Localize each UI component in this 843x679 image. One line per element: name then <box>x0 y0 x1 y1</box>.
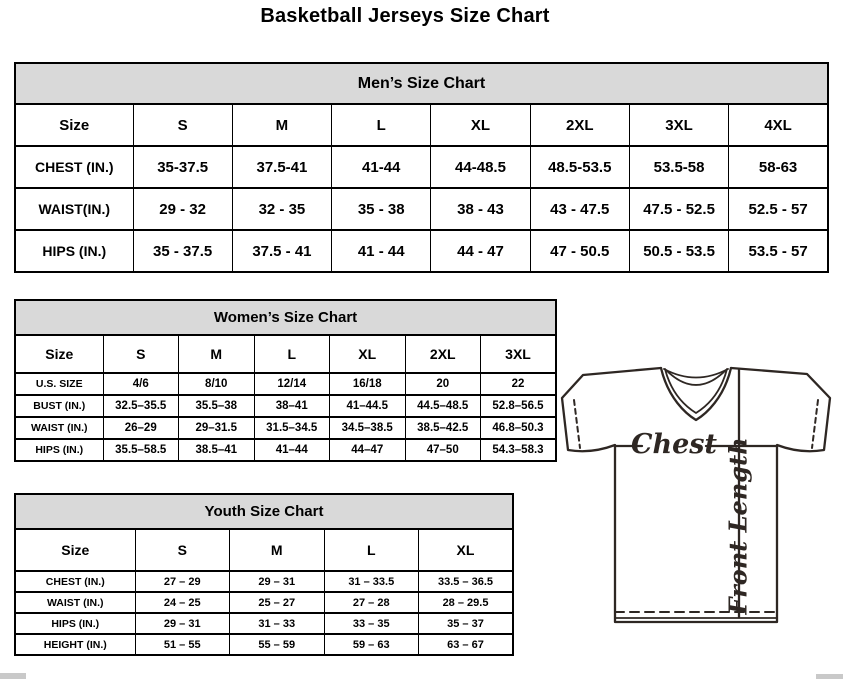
table-cell: 41 - 44 <box>332 230 431 272</box>
table-cell: 44–47 <box>330 439 406 461</box>
table-cell: 47–50 <box>405 439 481 461</box>
mens-size-chart-table <box>14 62 829 273</box>
row-label-chest: CHEST (IN.) <box>15 146 133 188</box>
column-header: L <box>332 104 431 146</box>
table-cell: 4/6 <box>103 373 179 395</box>
table-cell: 22 <box>481 373 557 395</box>
column-header: 2XL <box>405 335 481 373</box>
column-header: M <box>230 529 325 571</box>
table-row <box>15 592 513 613</box>
row-label-hips: HIPS (IN.) <box>15 613 135 634</box>
table-row <box>15 146 828 188</box>
table-cell: 52.8–56.5 <box>481 395 557 417</box>
table-row <box>15 373 556 395</box>
table-row <box>15 439 556 461</box>
table-cell: 29 - 32 <box>133 188 232 230</box>
table-cell: 25 – 27 <box>230 592 325 613</box>
jersey-diagram <box>556 356 838 628</box>
table-row <box>15 494 513 529</box>
table-cell: 38–41 <box>254 395 330 417</box>
mens-chart-header: Men’s Size Chart <box>15 63 828 104</box>
column-header: L <box>254 335 330 373</box>
table-cell: 55 – 59 <box>230 634 325 655</box>
table-cell: 53.5-58 <box>629 146 728 188</box>
table-cell: 29 – 31 <box>135 613 230 634</box>
column-header-size: Size <box>15 335 103 373</box>
table-cell: 35 – 37 <box>419 613 514 634</box>
table-cell: 43 - 47.5 <box>530 188 629 230</box>
column-header: M <box>179 335 255 373</box>
table-cell: 35-37.5 <box>133 146 232 188</box>
table-cell: 35 - 38 <box>332 188 431 230</box>
table-cell: 52.5 - 57 <box>729 188 828 230</box>
row-label-waist: WAIST (IN.) <box>15 592 135 613</box>
table-row <box>15 300 556 335</box>
table-cell: 58-63 <box>729 146 828 188</box>
table-row <box>15 613 513 634</box>
table-cell: 28 – 29.5 <box>419 592 514 613</box>
table-row <box>15 335 556 373</box>
table-cell: 54.3–58.3 <box>481 439 557 461</box>
column-header: L <box>324 529 419 571</box>
chest-label: Chest <box>631 429 717 460</box>
column-header: XL <box>419 529 514 571</box>
column-header: XL <box>431 104 530 146</box>
youth-size-chart-table <box>14 493 514 656</box>
table-cell: 35 - 37.5 <box>133 230 232 272</box>
table-cell: 32 - 35 <box>232 188 331 230</box>
table-cell: 44-48.5 <box>431 146 530 188</box>
table-cell: 32.5–35.5 <box>103 395 179 417</box>
table-cell: 29 – 31 <box>230 571 325 592</box>
table-cell: 41–44.5 <box>330 395 406 417</box>
table-cell: 63 – 67 <box>419 634 514 655</box>
left-cuff-dashed-line <box>574 400 580 448</box>
row-label-waist: WAIST (IN.) <box>15 417 103 439</box>
table-cell: 26–29 <box>103 417 179 439</box>
table-cell: 29–31.5 <box>179 417 255 439</box>
row-label-bust: BUST (IN.) <box>15 395 103 417</box>
womens-chart-header: Women’s Size Chart <box>15 300 556 335</box>
column-header-size: Size <box>15 529 135 571</box>
table-cell: 24 – 25 <box>135 592 230 613</box>
womens-size-chart-table <box>14 299 557 462</box>
row-label-chest: CHEST (IN.) <box>15 571 135 592</box>
column-header: 2XL <box>530 104 629 146</box>
table-cell: 35.5–38 <box>179 395 255 417</box>
table-cell: 12/14 <box>254 373 330 395</box>
table-cell: 47.5 - 52.5 <box>629 188 728 230</box>
table-cell: 37.5 - 41 <box>232 230 331 272</box>
table-cell: 59 – 63 <box>324 634 419 655</box>
scrollbar-fragment-right[interactable] <box>816 674 843 679</box>
table-cell: 51 – 55 <box>135 634 230 655</box>
table-row <box>15 188 828 230</box>
table-row <box>15 634 513 655</box>
column-header: XL <box>330 335 406 373</box>
column-header: S <box>133 104 232 146</box>
table-cell: 38.5–41 <box>179 439 255 461</box>
table-row <box>15 529 513 571</box>
jersey-outline <box>562 368 830 622</box>
table-cell: 41-44 <box>332 146 431 188</box>
table-cell: 33.5 – 36.5 <box>419 571 514 592</box>
column-header: S <box>103 335 179 373</box>
front-length-label: Front Length <box>723 437 753 615</box>
table-cell: 34.5–38.5 <box>330 417 406 439</box>
table-cell: 44 - 47 <box>431 230 530 272</box>
row-label-hips: HIPS (IN.) <box>15 230 133 272</box>
table-cell: 48.5-53.5 <box>530 146 629 188</box>
row-label-us-size: U.S. SIZE <box>15 373 103 395</box>
table-row <box>15 104 828 146</box>
row-label-height: HEIGHT (IN.) <box>15 634 135 655</box>
table-cell: 46.8–50.3 <box>481 417 557 439</box>
column-header: 4XL <box>729 104 828 146</box>
table-row <box>15 230 828 272</box>
table-cell: 41–44 <box>254 439 330 461</box>
table-cell: 33 – 35 <box>324 613 419 634</box>
table-cell: 38 - 43 <box>431 188 530 230</box>
row-label-waist: WAIST(IN.) <box>15 188 133 230</box>
page-title: Basketball Jerseys Size Chart <box>260 5 550 27</box>
column-header: 3XL <box>629 104 728 146</box>
table-row <box>15 395 556 417</box>
column-header: S <box>135 529 230 571</box>
table-cell: 35.5–58.5 <box>103 439 179 461</box>
column-header-size: Size <box>15 104 133 146</box>
column-header: 3XL <box>481 335 557 373</box>
table-row <box>15 417 556 439</box>
table-cell: 53.5 - 57 <box>729 230 828 272</box>
table-cell: 37.5-41 <box>232 146 331 188</box>
table-cell: 31 – 33.5 <box>324 571 419 592</box>
table-cell: 38.5–42.5 <box>405 417 481 439</box>
table-row <box>15 63 828 104</box>
table-cell: 16/18 <box>330 373 406 395</box>
youth-chart-header: Youth Size Chart <box>15 494 513 529</box>
table-cell: 50.5 - 53.5 <box>629 230 728 272</box>
table-cell: 47 - 50.5 <box>530 230 629 272</box>
column-header: M <box>232 104 331 146</box>
table-cell: 31.5–34.5 <box>254 417 330 439</box>
table-cell: 31 – 33 <box>230 613 325 634</box>
collar-inner-v <box>665 369 727 413</box>
scrollbar-fragment-left[interactable] <box>0 673 26 679</box>
row-label-hips: HIPS (IN.) <box>15 439 103 461</box>
table-cell: 27 – 29 <box>135 571 230 592</box>
right-cuff-dashed-line <box>812 400 818 448</box>
table-cell: 27 – 28 <box>324 592 419 613</box>
table-cell: 8/10 <box>179 373 255 395</box>
table-cell: 44.5–48.5 <box>405 395 481 417</box>
table-row <box>15 571 513 592</box>
table-cell: 20 <box>405 373 481 395</box>
